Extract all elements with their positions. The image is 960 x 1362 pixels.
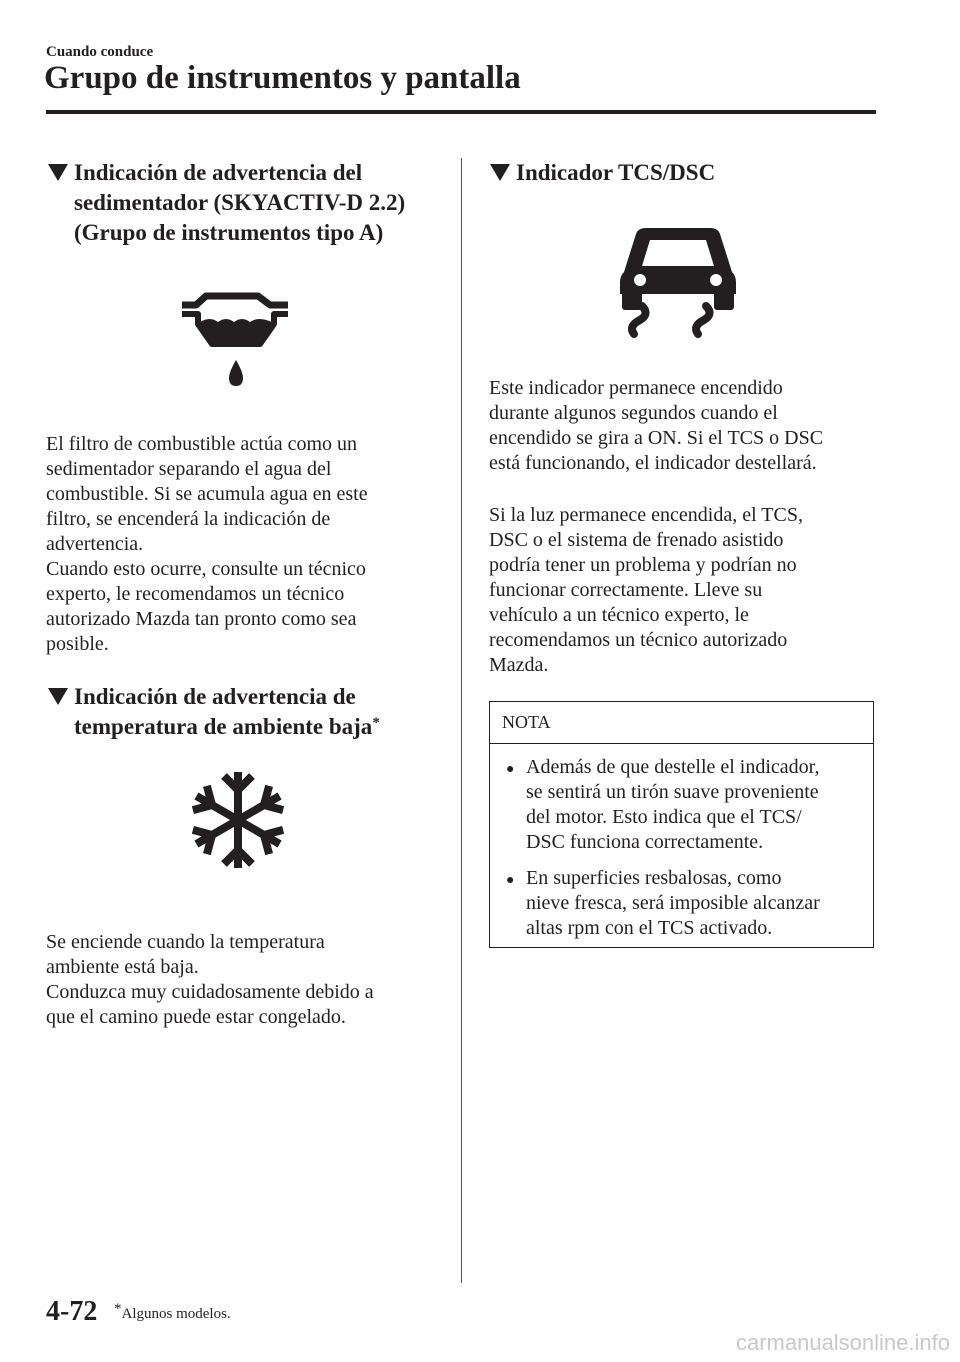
footnote-star: * xyxy=(114,1301,122,1317)
text-line: DSC o el sistema de frenado asistido xyxy=(489,529,784,551)
heading-line: Indicación de advertencia del xyxy=(74,160,363,185)
text-line: Mazda. xyxy=(489,654,549,676)
text-line: Cuando esto ocurre, consulte un técnico xyxy=(46,558,366,580)
note-item xyxy=(526,866,866,941)
text-line: Conduzca muy cuidadosamente debido a xyxy=(46,981,374,1003)
fuel-sedimenter-icon xyxy=(178,292,294,392)
heading-tcs-dsc xyxy=(490,158,870,188)
heading-low-temp-warning xyxy=(48,682,448,742)
section-label: Cuando conduce xyxy=(46,44,154,60)
note-title: NOTA xyxy=(502,712,551,732)
footnote xyxy=(114,1301,231,1323)
title-rule xyxy=(46,110,876,114)
heading-sedimenter-warning xyxy=(48,158,448,248)
heading-line-text: temperatura de ambiente baja xyxy=(74,714,373,739)
text-line: Si la luz permanece encendida, el TCS, xyxy=(489,504,803,526)
note-divider xyxy=(490,743,873,744)
text-line: nieve fresca, será imposible alcanzar xyxy=(526,892,820,914)
text-line: podría tener un problema y podrían no xyxy=(489,554,797,576)
text-line: experto, le recomendamos un técnico xyxy=(46,583,345,605)
watermark: carmanualsonline.info xyxy=(735,1330,950,1355)
text-line: funcionar correctamente. Lleve su xyxy=(489,579,763,601)
text-line: advertencia. xyxy=(46,533,144,555)
triangle-bullet-icon xyxy=(48,164,68,181)
paragraph-low-temp xyxy=(46,930,446,1030)
text-line: combustible. Si se acumula agua en este xyxy=(46,483,368,505)
optional-star: * xyxy=(372,715,380,731)
text-line: recomendamos un técnico autorizado xyxy=(489,629,788,651)
column-divider xyxy=(461,158,462,1283)
note-item xyxy=(526,755,866,855)
heading-line: Indicador TCS/DSC xyxy=(516,160,716,185)
heading-line: (Grupo de instrumentos tipo A) xyxy=(74,220,384,245)
text-line: está funcionando, el indicador destellará. xyxy=(489,452,817,474)
text-line: En superficies resbalosas, como xyxy=(526,867,782,889)
text-line: del motor. Esto indica que el TCS/ xyxy=(526,806,802,828)
snowflake-icon xyxy=(180,770,296,870)
triangle-bullet-icon xyxy=(48,688,68,705)
text-line: vehículo a un técnico experto, le xyxy=(489,604,749,626)
heading-line: sedimentador (SKYACTIV-D 2.2) xyxy=(74,190,406,215)
text-line: se sentirá un tirón suave proveniente xyxy=(526,781,819,803)
page-number: 4-72 xyxy=(46,1296,98,1327)
text-line: autorizado Mazda tan pronto como sea xyxy=(46,608,357,630)
text-line: filtro, se encenderá la indicación de xyxy=(46,508,331,530)
text-line: que el camino puede estar congelado. xyxy=(46,1006,346,1028)
heading-line xyxy=(48,712,448,742)
paragraph-tcs-1 xyxy=(489,376,879,476)
text-line: sedimentador separando el agua del xyxy=(46,458,332,480)
paragraph-sedimenter xyxy=(46,432,446,657)
text-line: ambiente está baja. xyxy=(46,956,199,978)
text-line: altas rpm con el TCS activado. xyxy=(526,917,773,939)
text-line: posible. xyxy=(46,633,109,655)
heading-line: Indicación de advertencia de xyxy=(74,684,356,709)
text-line: Se enciende cuando la temperatura xyxy=(46,931,325,953)
note-box xyxy=(489,701,874,948)
footnote-text: Algunos modelos. xyxy=(121,1306,231,1322)
text-line: encendido se gira a ON. Si el TCS o DSC xyxy=(489,427,824,449)
text-line: durante algunos segundos cuando el xyxy=(489,402,778,424)
text-line: El filtro de combustible actúa como un xyxy=(46,433,358,455)
text-line: Además de que destelle el indicador, xyxy=(526,756,820,778)
bullet-icon: ● xyxy=(506,762,515,777)
text-line: DSC funciona correctamente. xyxy=(526,831,764,853)
triangle-bullet-icon xyxy=(490,164,510,181)
text-line: Este indicador permanece encendido xyxy=(489,377,783,399)
paragraph-tcs-2 xyxy=(489,503,879,678)
page-title: Grupo de instrumentos y pantalla xyxy=(44,60,521,96)
bullet-icon: ● xyxy=(506,873,515,888)
tcs-dsc-skid-car-icon xyxy=(614,222,742,342)
